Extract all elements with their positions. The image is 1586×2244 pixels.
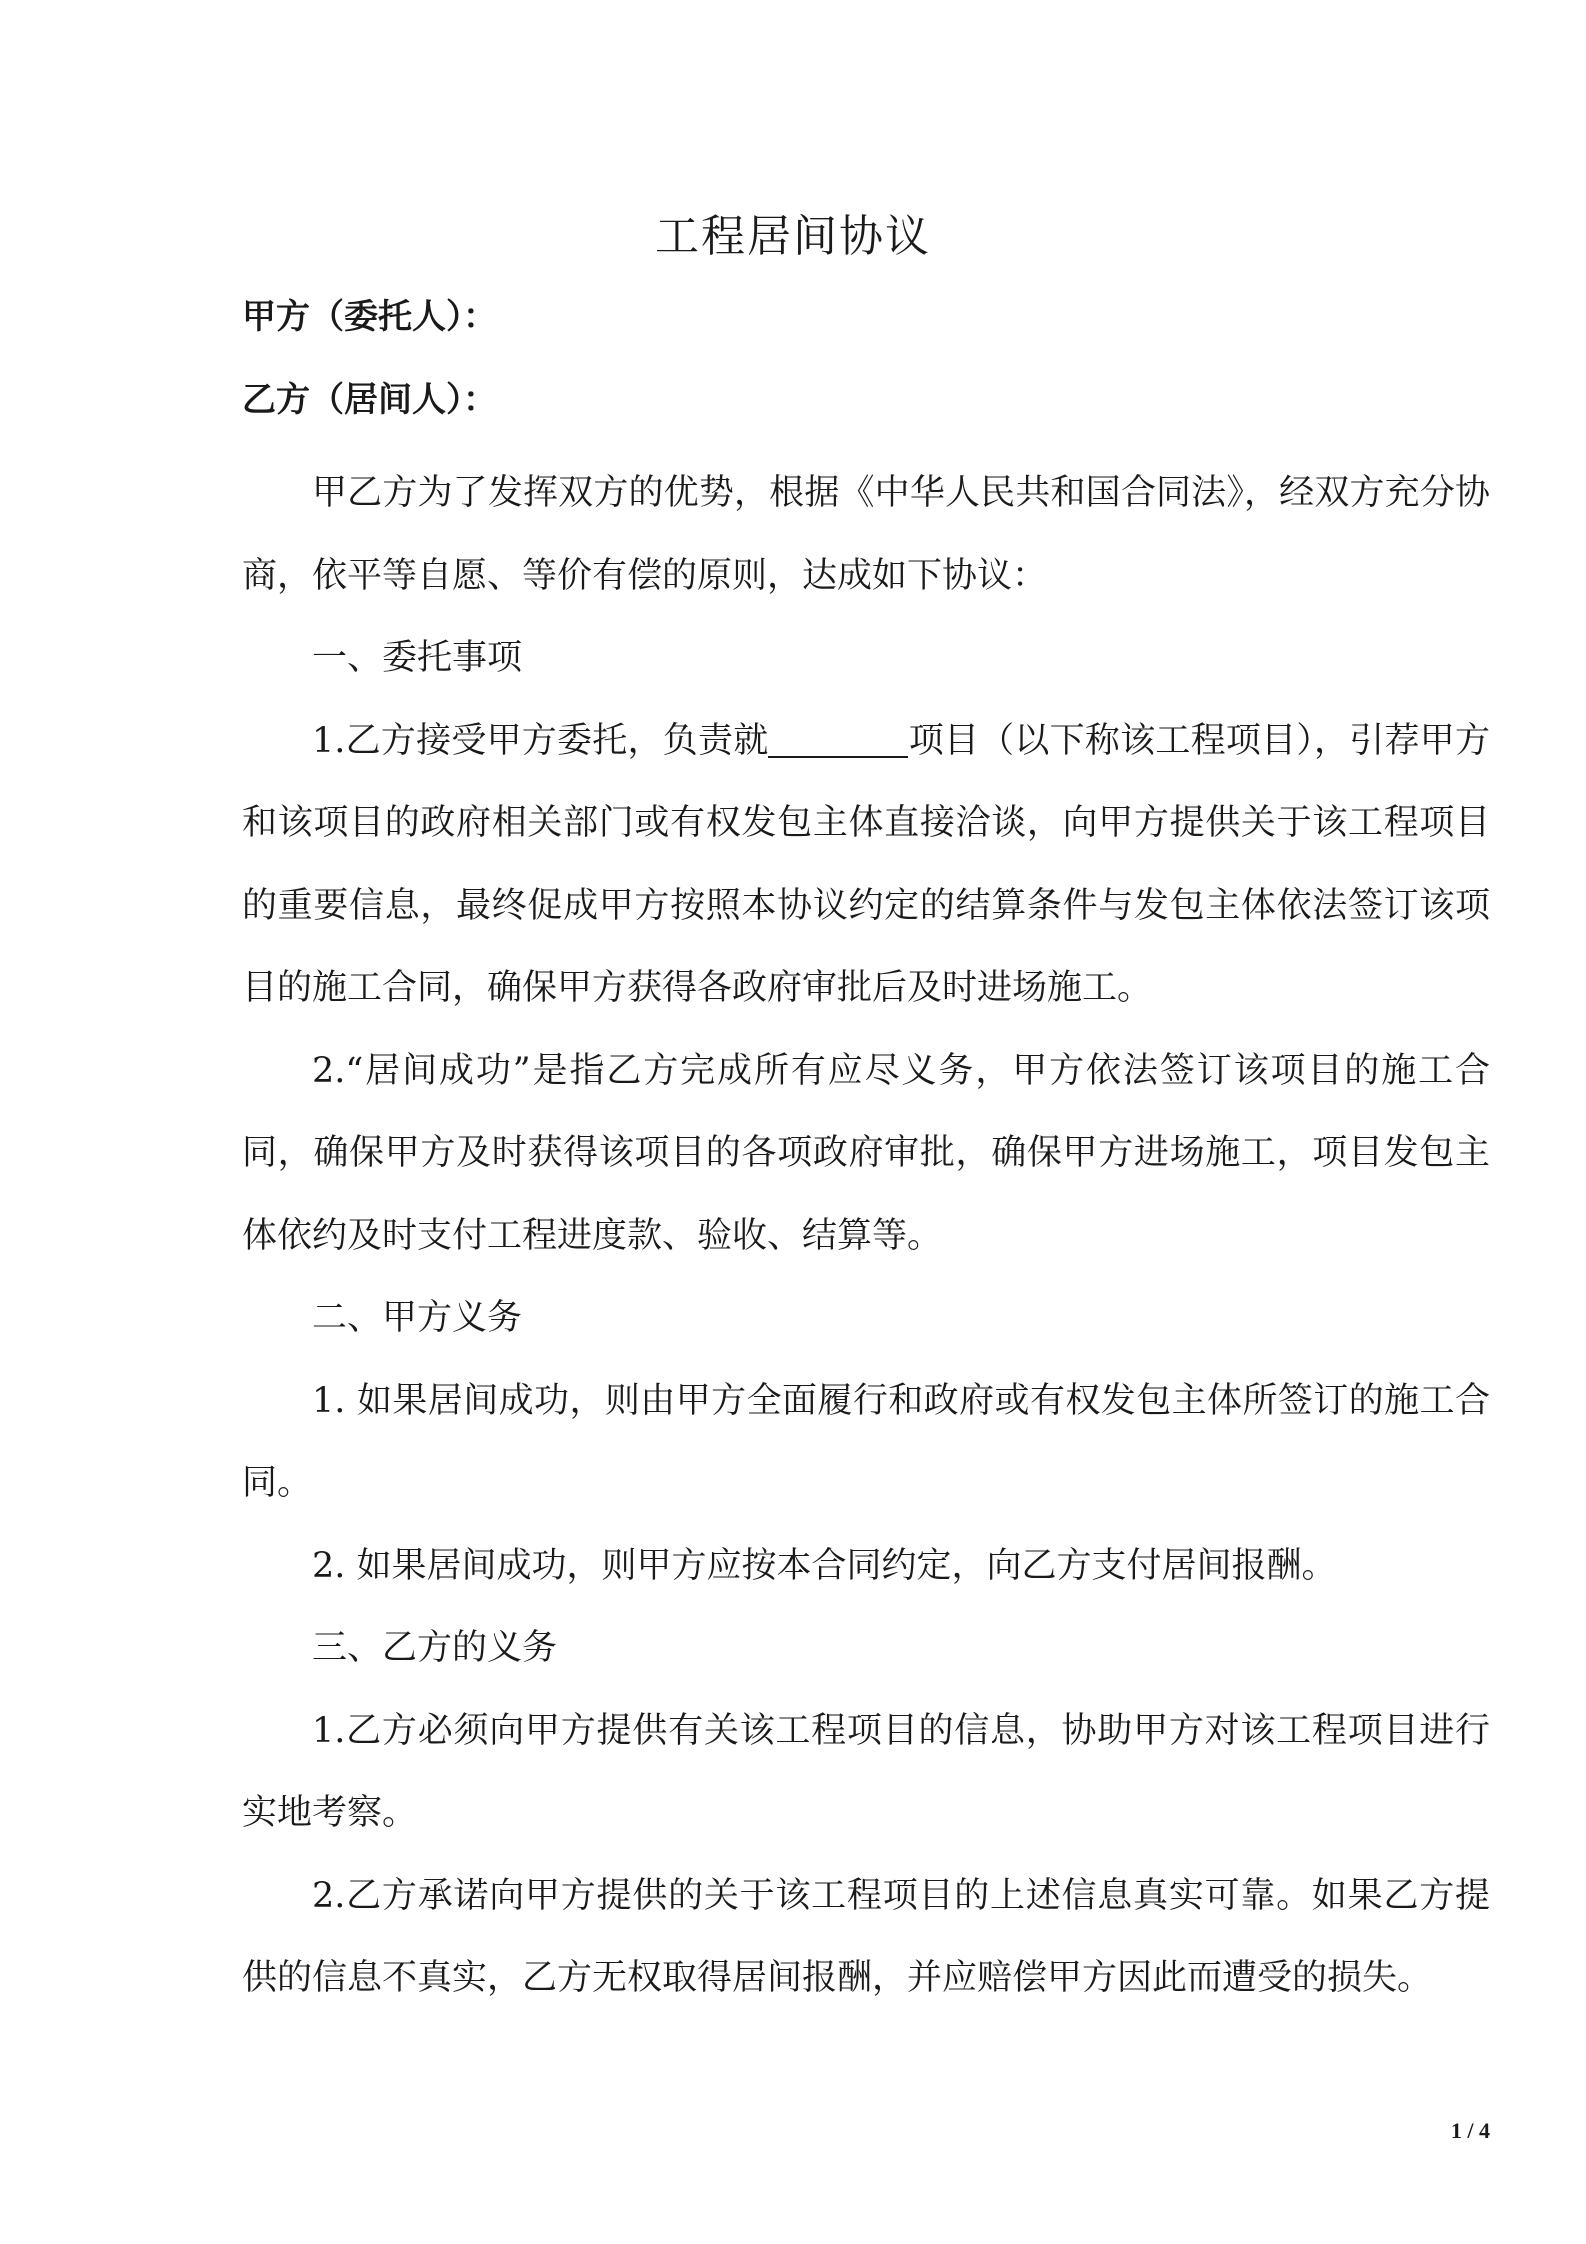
- party-a-label: 甲方（委托人）：: [242, 297, 497, 337]
- intro-paragraph: 甲乙方为了发挥双方的优势，根据《中华人民共和国合同法》，经双方充分协商，依平等自愿、等价有偿的原则，达成如下协议：: [242, 473, 1490, 596]
- clause-3-1: 1.乙方必须向甲方提供有关该工程项目的信息，协助甲方对该工程项目进行实地考察。: [242, 1710, 1490, 1833]
- clause-1-1: [242, 700, 1490, 1030]
- party-b-label: 乙方（居间人）：: [242, 380, 497, 420]
- clause-2-2: 2. 如果居间成功，则甲方应按本合同约定，向乙方支付居间报酬。: [312, 1545, 1337, 1586]
- clause-1-2: 2.“居间成功”是指乙方完成所有应尽义务，甲方依法签订该项目的施工合同，确保甲方及时获得该项目的各项政府审批，确保甲方进场施工，项目发包主体依约及时支付工程进度款、验收、结算等。: [242, 1050, 1490, 1256]
- clause-1-1-lead: 1.乙方接受甲方委托，负责就: [312, 720, 769, 761]
- document-title: 工程居间协议: [655, 211, 931, 262]
- project-name-blank: [768, 720, 908, 758]
- clause-2-1: 1. 如果居间成功，则由甲方全面履行和政府或有权发包主体所签订的施工合同。: [242, 1380, 1490, 1503]
- section-heading-party-b-obligations: 三、乙方的义务: [312, 1628, 558, 1668]
- page-number: 1 / 4: [1450, 2118, 1490, 2143]
- clause-3-2: 2.乙方承诺向甲方提供的关于该工程项目的上述信息真实可靠。如果乙方提供的信息不真实，乙方无权取得居间报酬，并应赔偿甲方因此而遭受的损失。: [242, 1875, 1490, 1998]
- document-body: [242, 452, 1490, 2020]
- section-heading-party-a-obligations: 二、甲方义务: [312, 1298, 523, 1338]
- section-heading-commission: 一、委托事项: [312, 638, 523, 678]
- clause-1-1-rest: 项目（以下称该工程项目），引荐甲方和该项目的政府相关部门或有权发包主体直接洽谈，向甲方提供关于该工程项目的重要信息，最终促成甲方按照本协议约定的结算条件与发包主体依法签订该项目的施工合同，确保甲方获得各政府审批后及时进场施工。: [242, 720, 1490, 1008]
